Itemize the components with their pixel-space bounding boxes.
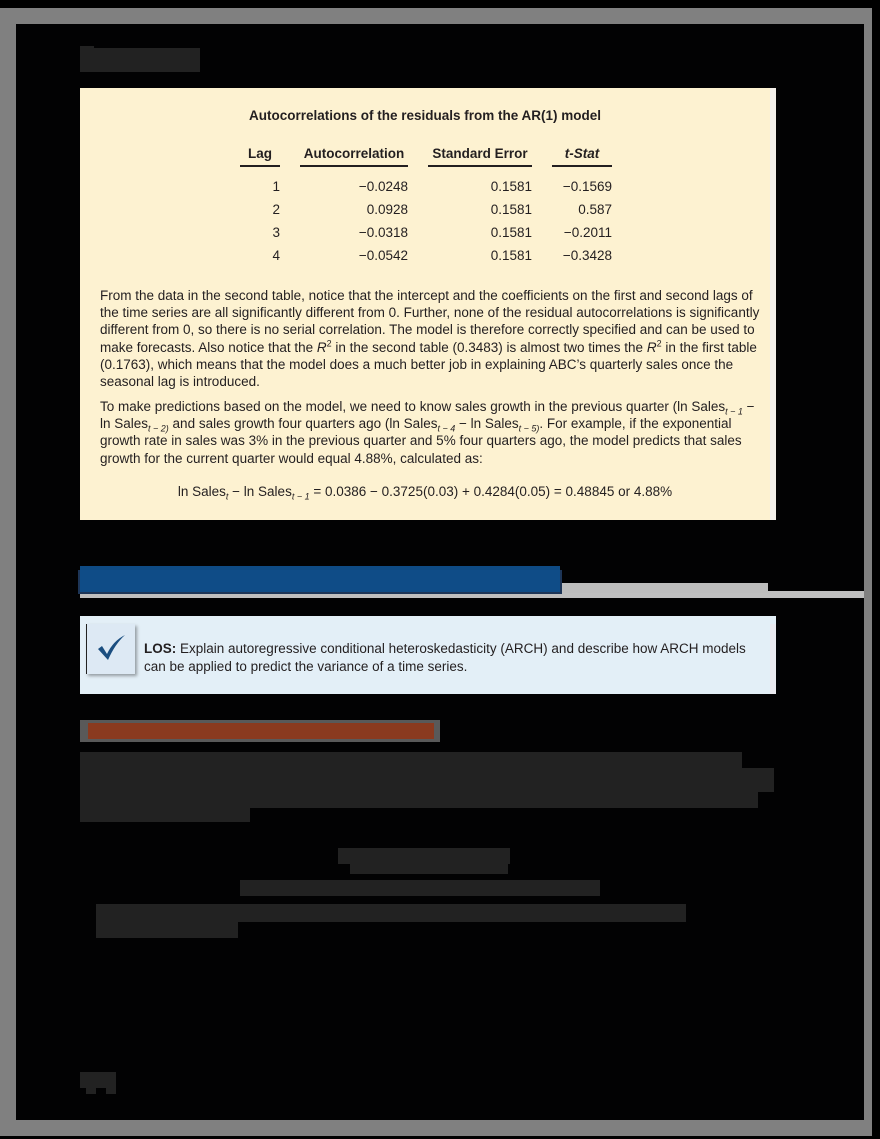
los-edge	[770, 624, 776, 694]
autocorrelation-table	[240, 146, 612, 267]
cell-lag: 3	[272, 225, 280, 240]
col-gap	[408, 146, 428, 167]
los-text: LOS: Explain autoregressive conditional heteroskedasticity (ARCH) and describe how ARCH models can be applied to predict the variance of a time series.	[144, 641, 746, 674]
cell-std-error: 0.1581	[490, 179, 532, 194]
equation-redacted	[96, 920, 238, 938]
los-box	[80, 616, 776, 694]
cell-lag: 4	[272, 248, 280, 263]
cell-t-stat: −0.3428	[562, 248, 612, 263]
body-text-redacted	[80, 806, 250, 822]
cell-t-stat: −0.2011	[563, 225, 612, 240]
col-header-autocorrelation: Autocorrelation	[300, 146, 408, 167]
running-header-redacted	[80, 48, 200, 72]
table-row	[240, 244, 612, 267]
cell-autocorrelation: 0.0928	[366, 202, 408, 217]
growth-formula: ln Sales$_t$ − ln Sales$_{t - 1}$ = 0.0386 − 0.3725(0.03) + 0.4284(0.05) = 0.48845 or 4.88%	[177, 484, 673, 502]
table-row	[240, 221, 612, 244]
prediction-paragraph: To make predictions based on the model, we need to know sales growth in the previous quarter (ln Sales$_{t - 1}$ − ln Sales$_{t - 2)}$ and sales growth four quarters ago (ln Sales$_{t - 4}$ − ln Sales$_{t - 5)}$. For example, if the exponential growth rate in sales was 3% in the previous quarter and 5% four quarters ago, the model predicts that sales growth for the current quarter would equal 4.88%, calculated as:	[100, 399, 755, 466]
cell-t-stat: −0.1569	[562, 179, 612, 194]
col-header-standard-error: Standard Error	[428, 146, 532, 167]
checkmark-box	[86, 624, 135, 674]
table-row	[240, 167, 612, 198]
analysis-paragraph: From the data in the second table, notice that the intercept and the coefficients on the first and second lags of the time series are all significantly different from 0. Further, none of the residual autocorrelations is significantly different from 0, so there is no serial correlation. The model is therefore correctly specified and can be used to make forecasts. Also notice that the $R^2$ in the second table (0.3483) is almost two times the $R^2$ in the first table (0.1763), which means that the model does a much better job in explaining ABC’s quarterly sales once the seasonal lag is introduced.	[100, 288, 760, 390]
subsection-heading-redacted	[80, 720, 440, 742]
col-gap	[532, 146, 552, 167]
equation-redacted	[350, 862, 508, 874]
running-header-redacted-top	[80, 46, 94, 50]
body-text-redacted	[80, 768, 774, 792]
checkmark-icon	[95, 633, 127, 663]
equation-redacted	[240, 880, 600, 896]
cell-std-error: 0.1581	[490, 202, 532, 217]
heading-block	[88, 723, 434, 739]
cell-autocorrelation: −0.0248	[358, 179, 408, 194]
example-callout	[80, 88, 776, 520]
col-header-t-stat	[552, 146, 612, 167]
cell-autocorrelation: −0.0542	[358, 248, 408, 263]
cell-autocorrelation: −0.0318	[358, 225, 408, 240]
col-header-lag: Lag	[240, 146, 280, 167]
page-number-redacted	[106, 1086, 116, 1094]
cell-lag: 1	[272, 179, 280, 194]
los-label: LOS:	[144, 641, 177, 656]
table-title: Autocorrelations of the residuals from the AR(1) model	[248, 108, 602, 123]
cell-std-error: 0.1581	[490, 248, 532, 263]
col-gap	[280, 146, 300, 167]
cell-lag: 2	[272, 202, 280, 217]
cell-std-error: 0.1581	[490, 225, 532, 240]
page-number-redacted	[86, 1086, 96, 1094]
cell-t-stat: 0.587	[578, 202, 612, 217]
heading-block	[80, 566, 560, 592]
table-row	[240, 198, 612, 221]
t-stat-label: t-Stat	[564, 146, 600, 161]
